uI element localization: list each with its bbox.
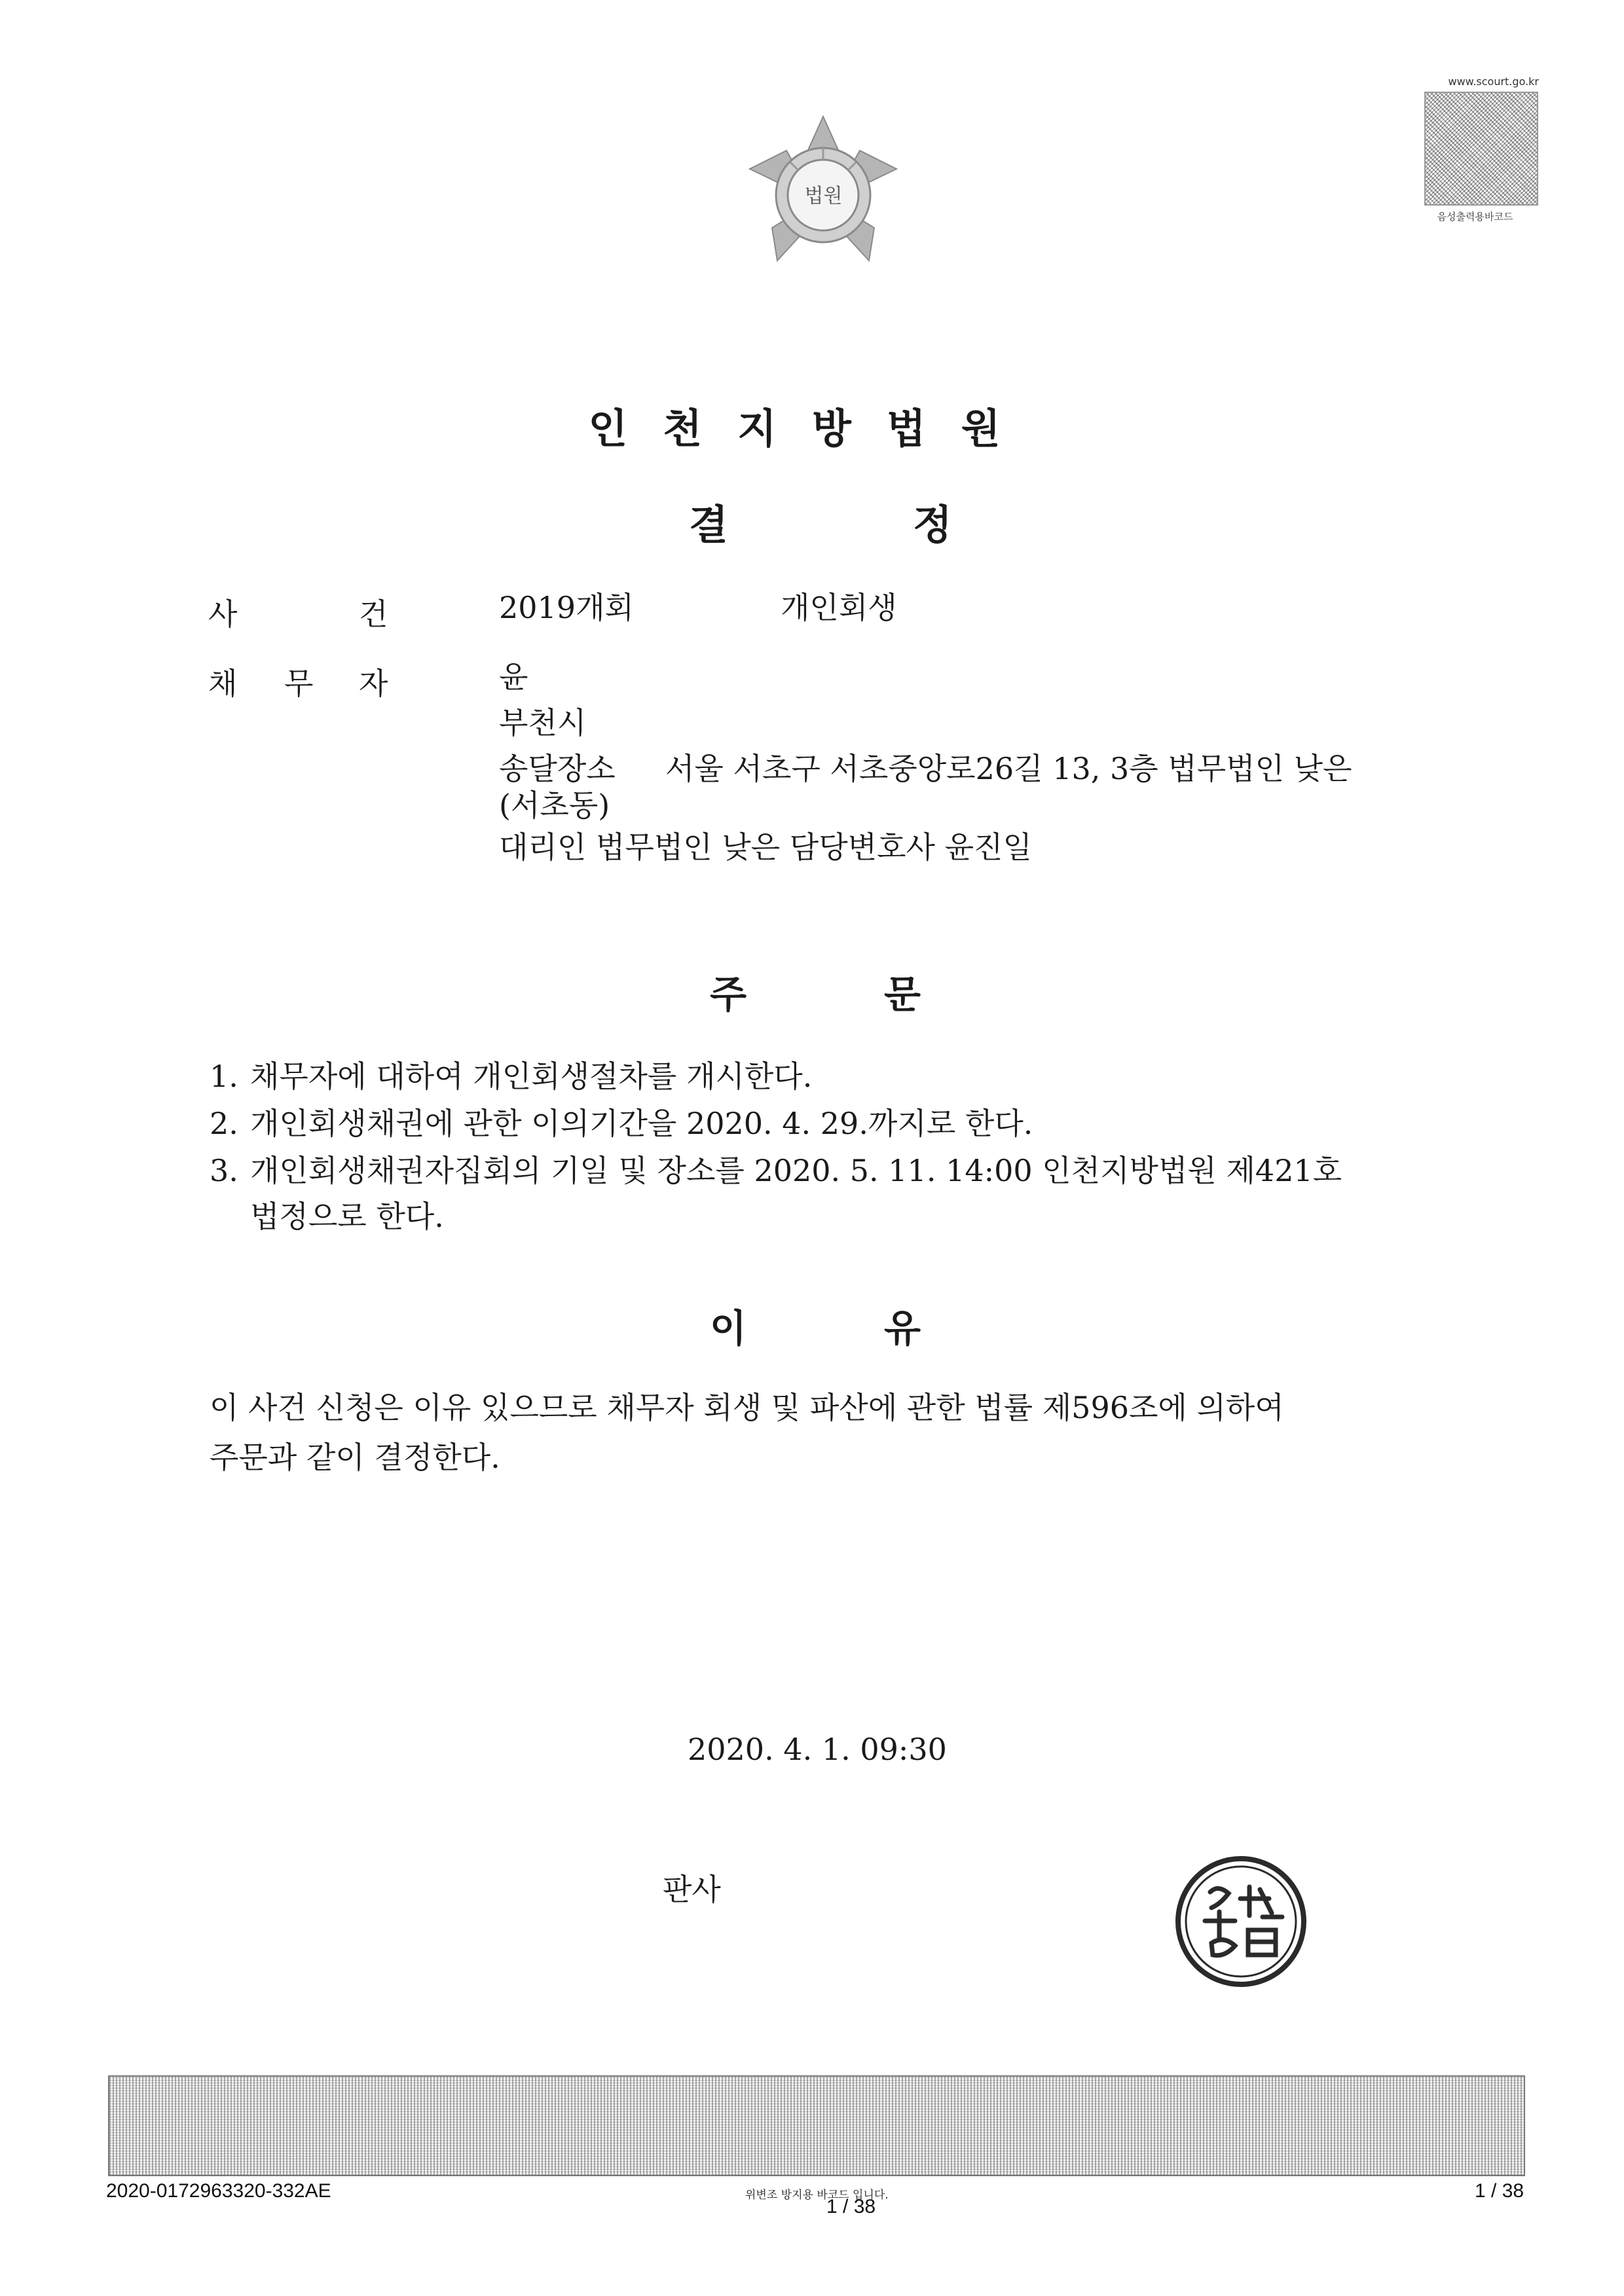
audio-output-barcode <box>1411 75 1539 226</box>
document-id: 2020-0172963320-332AE <box>106 2180 331 2202</box>
order-item-2-text: 개인회생채권에 관한 이의기간을 2020. 4. 29.까지로 한다. <box>250 1106 1033 1141</box>
page-number-right: 1 / 38 <box>1475 2180 1524 2202</box>
debtor-label-char-2: 무 <box>284 666 314 701</box>
court-emblem-logo <box>743 111 904 272</box>
case-label-char-2: 건 <box>359 596 388 632</box>
court-emblem-text: 법원 <box>804 185 843 208</box>
reason-text-line1: 이 사건 신청은 이유 있으므로 채무자 회생 및 파산에 관한 법률 제596조에 의하여 <box>210 1390 1284 1425</box>
court-name-title: 인천지방법원 <box>588 405 1036 452</box>
doc-type-part1: 결 <box>689 501 728 549</box>
reason-text-line2: 주문과 같이 결정한다. <box>210 1440 500 1475</box>
order-item-3-text-cont: 법정으로 한다. <box>250 1199 444 1234</box>
order-heading-part1: 주 <box>710 972 747 1017</box>
doc-type-part2: 정 <box>913 501 952 549</box>
debtor-label-char-3: 자 <box>359 666 388 701</box>
debtor-label-char-1: 채 <box>208 666 238 701</box>
judge-seal-stamp <box>1172 1853 1310 1990</box>
order-item-3-text: 개인회생채권자집회의 기일 및 장소를 2020. 5. 11. 14:00 인천지방법원 제421호 <box>250 1153 1342 1188</box>
case-type: 개인회생 <box>781 590 897 625</box>
qr-caption: 음성출력용바코드 <box>1437 211 1513 223</box>
judge-label: 판사 <box>663 1872 721 1907</box>
order-item-2-num: 2. <box>210 1106 238 1141</box>
page-number-center: 1 / 38 <box>826 2196 876 2217</box>
service-address-label: 송달장소 <box>499 751 616 786</box>
reason-heading-part1: 이 <box>710 1306 747 1351</box>
order-item-1-num: 1. <box>210 1059 238 1094</box>
order-heading-part2: 문 <box>884 972 921 1017</box>
order-item-1-text: 채무자에 대하여 개인회생절차를 개시한다. <box>250 1059 813 1094</box>
debtor-name: 윤 <box>499 659 528 695</box>
barcode-notice: 위변조 방지용 바코드 입니다. <box>745 2189 889 2202</box>
reason-heading-part2: 유 <box>884 1306 921 1351</box>
service-address-line1: 서울 서초구 서초중앙로26길 13, 3층 법무법인 낮은 <box>665 751 1352 786</box>
service-address-line2: (서초동) <box>499 788 610 823</box>
qr-url-text: www.scourt.go.kr <box>1448 75 1539 88</box>
order-item-3-num: 3. <box>210 1153 238 1188</box>
debtor-city: 부천시 <box>499 705 587 740</box>
decision-datetime: 2020. 4. 1. 09:30 <box>688 1732 947 1767</box>
anti-forgery-barcode <box>108 2075 1525 2176</box>
qr-code-icon <box>1424 92 1538 206</box>
case-number: 2019개회 <box>499 590 634 625</box>
case-label-char-1: 사 <box>208 596 238 632</box>
debtor-agent: 대리인 법무법인 낮은 담당변호사 윤진일 <box>499 829 1032 865</box>
